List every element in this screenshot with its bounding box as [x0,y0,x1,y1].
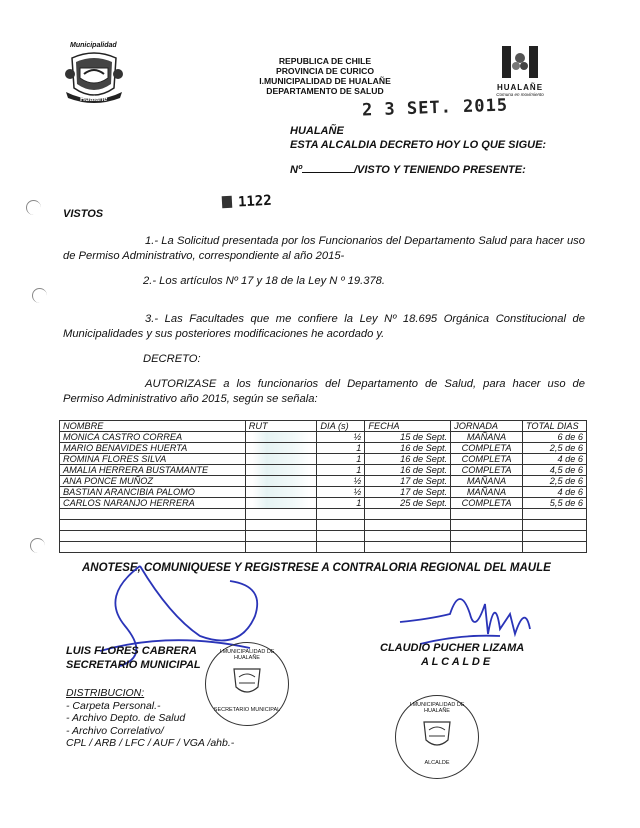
col-header-rut: RUT [245,421,317,432]
cell-nombre: ANA PONCE MUÑOZ [60,476,246,487]
hualane-h-icon [500,44,540,80]
cell-total [522,542,586,553]
cell-rut [245,443,317,454]
seal-crest-icon [230,665,264,699]
cell-rut [245,476,317,487]
visto-item-3: 3.- Las Facultades que me confiere la Ley Nº 18.695 Orgánica Constitucional de Municipalidades y sus posteriores modificaciones he acordado y. [63,313,585,340]
date-stamp: 2 3 SET. 2015 [361,95,509,121]
col-header-nombre: NOMBRE [60,421,246,432]
cell-dias: 1 [317,465,365,476]
cell-dias: ½ [317,432,365,443]
table-row [60,509,587,520]
seal-alcalde [395,695,479,779]
table-row [60,476,587,487]
cell-fecha [365,531,451,542]
cell-nombre: CARLOS NARANJO HERRERA [60,498,246,509]
seal-secretario-ring-text: I.MUNICIPALIDAD DE HUALAÑE [219,649,275,661]
header-line2: PROVINCIA DE CURICO [275,66,375,76]
cell-jornada [451,509,523,520]
decree-number-prefix: Nº [290,164,302,176]
cell-rut [245,520,317,531]
cell-jornada [451,520,523,531]
cell-dias: ½ [317,487,365,498]
cell-total: 2,5 de 6 [522,443,586,454]
seal-secretario-bottom-text: SECRETARIO MUNICIPAL [213,707,281,713]
cell-rut [245,509,317,520]
cell-dias: 1 [317,498,365,509]
decree-number-blank [302,172,354,173]
cell-nombre: MONICA CASTRO CORREA [60,432,246,443]
permisos-table [59,420,587,553]
cell-dias [317,531,365,542]
decreto-label: DECRETO: [143,353,201,365]
permisos-table-body [60,421,587,553]
cell-total: 4,5 de 6 [522,465,586,476]
cell-dias: 1 [317,443,365,454]
cell-fecha [365,542,451,553]
distribucion-item: - Archivo Correlativo/ [66,724,164,737]
table-row [60,531,587,542]
table-row [60,498,587,509]
decree-number-suffix: /VISTO Y TENIENDO PRESENTE: [353,164,526,176]
distribucion-block [66,687,234,750]
table-row [60,432,587,443]
cell-jornada [451,531,523,542]
cell-rut [245,454,317,465]
signer-right-title: A L C A L D E [421,656,491,668]
stamp-mark-icon [222,196,233,209]
cell-nombre [60,542,246,553]
cell-jornada: COMPLETA [451,443,523,454]
cell-fecha: 16 de Sept. [365,465,451,476]
cell-total [522,509,586,520]
cell-rut [245,531,317,542]
crest-bottom-text: Hualañe [80,96,108,103]
cell-jornada: COMPLETA [451,498,523,509]
cell-rut [245,487,317,498]
visto-item-2: 2.- Los artículos Nº 17 y 18 de la Ley N º 19.378. [143,275,386,287]
cell-jornada [451,542,523,553]
col-header-fecha: FECHA [365,421,451,432]
cell-dias [317,520,365,531]
signer-right-name: CLAUDIO PUCHER LIZAMA [380,642,525,654]
cell-nombre [60,531,246,542]
cell-nombre: MARIO BENAVIDES HUERTA [60,443,246,454]
cell-total: 2,5 de 6 [522,476,586,487]
decree-place: HUALAÑE [290,125,344,137]
distribucion-label: DISTRIBUCION: [66,687,145,699]
cell-dias [317,509,365,520]
cell-nombre [60,509,246,520]
table-row [60,487,587,498]
document-header [215,56,435,96]
autorizase-text: AUTORIZASE a los funcionarios del Departamento de Salud, para hacer uso de Permiso Administrativo año 2015, según se señala: [63,378,585,405]
header-line3: I.MUNICIPALIDAD DE HUALAÑE [259,76,391,86]
table-row [60,454,587,465]
punch-hole-mark [32,288,47,303]
cell-nombre: AMALIA HERRERA BUSTAMANTE [60,465,246,476]
distribucion-initials: CPL / ARB / LFC / AUF / VGA /ahb.- [66,737,235,749]
cell-jornada: MAÑANA [451,432,523,443]
decree-number-stamp [222,193,272,212]
seal-crest-icon [420,718,454,752]
cell-fecha: 17 de Sept. [365,476,451,487]
col-header-total: TOTAL DIAS [522,421,586,432]
decree-number-line [290,164,526,176]
cell-total: 4 de 6 [522,487,586,498]
crest-top-text: Municipalidad [70,42,117,49]
signer-left-title: SECRETARIO MUNICIPAL [66,659,201,671]
punch-hole-mark [30,538,45,553]
header-line4: DEPARTAMENTO DE SALUD [266,86,384,96]
municipal-crest-logo [64,44,124,104]
table-header-row [60,421,587,432]
decree-headline: ESTA ALCALDIA DECRETO HOY LO QUE SIGUE: [290,139,547,151]
header-line1: REPUBLICA DE CHILE [278,56,372,66]
brand-tagline: Comuna en movimiento [496,92,544,97]
brand-name: HUALAÑE [496,83,544,92]
cell-dias: ½ [317,476,365,487]
cell-nombre: BASTIAN ARANCIBIA PALOMO [60,487,246,498]
cell-fecha [365,509,451,520]
cell-fecha: 16 de Sept. [365,443,451,454]
visto-item-1: 1.- La Solicitud presentada por los Funcionarios del Departamento Salud para hacer uso de Permiso Administrativo, correspondiente al año 2015- [63,235,585,262]
cell-jornada: MAÑANA [451,476,523,487]
cell-total: 6 de 6 [522,432,586,443]
anotese-line: ANOTESE, COMUNIQUESE Y REGISTRESE A CONTRALORIA REGIONAL DEL MAULE [82,562,551,574]
cell-total [522,531,586,542]
cell-total: 4 de 6 [522,454,586,465]
seal-alcalde-ring-text: I.MUNICIPALIDAD DE HUALAÑE [409,702,465,714]
cell-fecha: 17 de Sept. [365,487,451,498]
table-row [60,542,587,553]
cell-total: 5,5 de 6 [522,498,586,509]
punch-hole-mark [26,200,41,215]
distribucion-item: - Archivo Depto. de Salud [66,712,186,724]
cell-dias: 1 [317,454,365,465]
cell-rut [245,498,317,509]
cell-jornada: MAÑANA [451,487,523,498]
seal-alcalde-bottom-text: ALCALDE [424,760,450,766]
cell-rut [245,465,317,476]
signer-left-name: LUIS FLORES CABRERA [66,645,197,657]
col-header-dias: DIA (s) [317,421,365,432]
cell-fecha: 16 de Sept. [365,454,451,465]
table-row [60,465,587,476]
decree-number-value: 1122 [237,192,273,211]
table-row [60,443,587,454]
cell-jornada: COMPLETA [451,454,523,465]
cell-dias [317,542,365,553]
col-header-jornada: JORNADA [451,421,523,432]
cell-jornada: COMPLETA [451,465,523,476]
cell-fecha [365,520,451,531]
cell-rut [245,542,317,553]
cell-rut [245,432,317,443]
distribucion-item: - Carpeta Personal.- [66,699,161,712]
cell-total [522,520,586,531]
cell-nombre: ROMINA FLORES SILVA [60,454,246,465]
vistos-label: VISTOS [63,208,104,220]
cell-fecha: 25 de Sept. [365,498,451,509]
table-row [60,520,587,531]
cell-fecha: 15 de Sept. [365,432,451,443]
cell-nombre [60,520,246,531]
